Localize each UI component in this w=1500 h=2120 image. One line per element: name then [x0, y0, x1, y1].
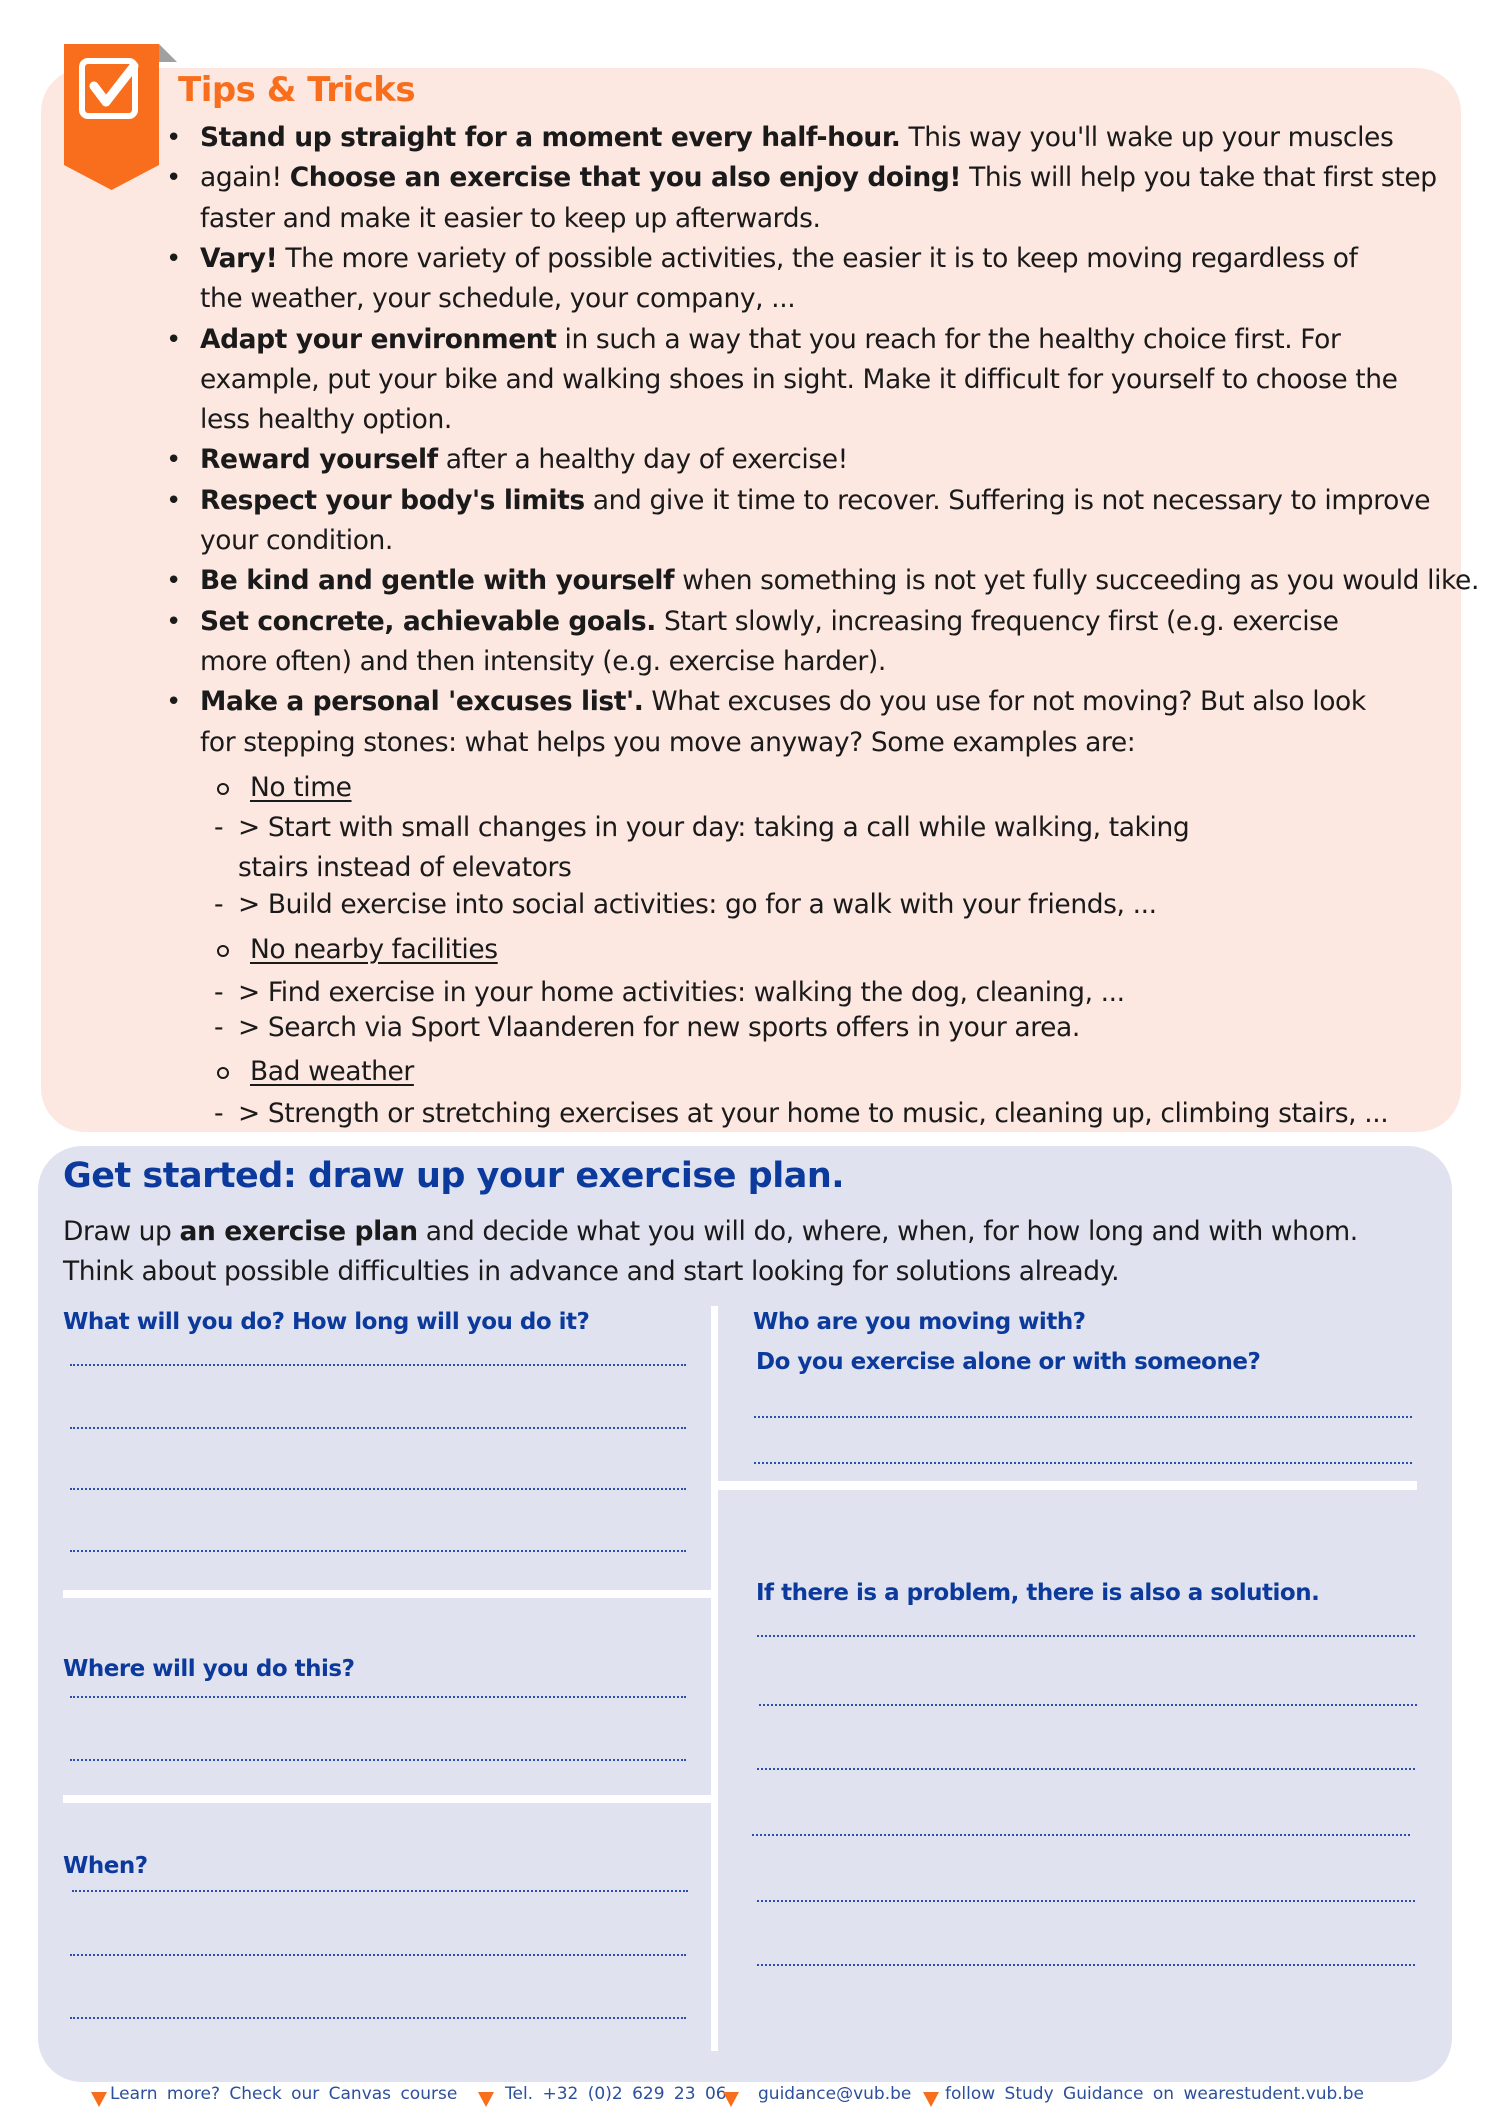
orange-triangle-icon [91, 2092, 107, 2107]
tip-line [200, 561, 1479, 601]
tip-text: again! [200, 162, 290, 194]
tips-title: Tips & Tricks [178, 70, 416, 110]
answer-line-when-2[interactable] [70, 1954, 686, 1956]
tip-text: Start slowly, increasing frequency first (e.g. exercise [655, 605, 1339, 637]
page-fold-icon [159, 44, 179, 64]
tip-line [200, 279, 795, 319]
dash-bullet-icon: - [214, 889, 224, 920]
orange-triangle-icon [723, 2092, 739, 2107]
tip-text: for stepping stones: what helps you move anyway? Some examples are: [200, 726, 1136, 758]
excuse-solution: > Search via Sport Vlaanderen for new sports offers in your area. [238, 1012, 1080, 1043]
tip-line [200, 521, 393, 561]
tip-line [200, 400, 452, 440]
plan-title: Get started: draw up your exercise plan. [63, 1156, 845, 1196]
question-what: What will you do? How long will you do it? [63, 1309, 590, 1335]
circle-bullet-icon [217, 783, 229, 795]
answer-line-problem-3[interactable] [757, 1768, 1415, 1770]
orange-triangle-icon [478, 2092, 494, 2107]
tip-line [200, 360, 1398, 400]
tip-line [200, 723, 1135, 763]
row-divider [63, 1795, 711, 1803]
tip-text: when something is not yet fully succeeding as you would like. [674, 565, 1479, 597]
intro-text: and decide what you will do, where, when, for how long and with whom. [417, 1216, 1358, 1247]
tip-text: in such a way that you reach for the healthy choice first. For [556, 323, 1341, 355]
answer-line-when-1[interactable] [72, 1890, 688, 1892]
answer-line-problem-5[interactable] [757, 1900, 1415, 1902]
answer-line-what-1[interactable] [70, 1364, 686, 1366]
tip-text: more often) and then intensity (e.g. exercise harder). [200, 645, 886, 677]
answer-line-what-2[interactable] [70, 1427, 686, 1429]
tip-line [200, 239, 1358, 279]
answer-line-where-1[interactable] [70, 1696, 686, 1698]
dash-bullet-icon: - [214, 1012, 224, 1043]
dash-bullet-icon: - [214, 977, 224, 1008]
tip-bold-text: Set concrete, achievable goals. [200, 605, 656, 637]
bullet-icon: • [166, 485, 182, 516]
intro-bold-text: an exercise plan [179, 1216, 418, 1247]
answer-line-problem-6[interactable] [757, 1964, 1415, 1966]
answer-line-where-2[interactable] [70, 1759, 686, 1761]
circle-bullet-icon [217, 1067, 229, 1079]
excuse-label: No time [250, 772, 352, 803]
bullet-icon: • [166, 123, 182, 153]
tip-text: after a healthy day of exercise! [437, 444, 848, 476]
tip-text: and give it time to recover. Suffering is not necessary to improve [584, 484, 1431, 516]
excuse-solution-continued: stairs instead of elevators [238, 852, 572, 883]
tip-bold-text: Be kind and gentle with yourself [200, 565, 675, 597]
row-divider [718, 1481, 1417, 1490]
excuse-label: No nearby facilities [250, 934, 498, 965]
bullet-icon: • [166, 687, 182, 718]
excuse-solution: > Start with small changes in your day: taking a call while walking, taking [238, 812, 1190, 843]
tip-line [200, 481, 1430, 521]
bullet-icon: • [166, 566, 182, 597]
footer-website-link[interactable]: follow Study Guidance on wearestudent.vub.be [945, 2084, 1364, 2104]
footer-phone[interactable]: Tel. +32 (0)2 629 23 06 [505, 2084, 727, 2104]
dash-bullet-icon: - [214, 812, 224, 843]
tip-line [200, 440, 848, 480]
bullet-icon: • [166, 163, 182, 194]
tip-bold-text: Choose an exercise that you also enjoy doing! [289, 162, 962, 194]
answer-line-when-3[interactable] [70, 2017, 686, 2019]
intro-text: Draw up [63, 1216, 180, 1247]
answer-line-problem-4[interactable] [752, 1834, 1410, 1836]
tip-bold-text: Adapt your environment [200, 323, 557, 355]
orange-triangle-icon [923, 2092, 939, 2107]
tip-line [200, 682, 1366, 722]
answer-line-who-1[interactable] [754, 1416, 1412, 1418]
tip-line [200, 602, 1339, 642]
tip-text: What excuses do you use for not moving? But also look [643, 686, 1366, 718]
question-when: When? [63, 1853, 148, 1879]
tip-text: your condition. [200, 525, 393, 556]
tip-bold-text: Stand up straight for a moment every half-hour. [200, 122, 901, 153]
tip-text: This will help you take that first step [961, 162, 1437, 194]
answer-line-problem-2[interactable] [759, 1704, 1417, 1706]
answer-line-what-3[interactable] [70, 1488, 686, 1490]
tip-text: faster and make it easier to keep up afterwards. [200, 202, 821, 234]
tip-text: example, put your bike and walking shoes in sight. Make it difficult for yourself to choose the [200, 363, 1398, 395]
answer-line-who-2[interactable] [754, 1462, 1412, 1464]
excuse-solution: > Strength or stretching exercises at your home to music, cleaning up, climbing stairs, ... [238, 1098, 1389, 1129]
excuse-solution: > Find exercise in your home activities: walking the dog, cleaning, ... [238, 977, 1125, 1008]
footer-canvas-link[interactable]: Learn more? Check our Canvas course [110, 2084, 458, 2104]
answer-line-problem-1[interactable] [757, 1635, 1415, 1637]
column-divider [711, 1306, 718, 2051]
tip-text: This way you'll wake up your muscles [900, 122, 1394, 153]
footer-email-link[interactable]: guidance@vub.be [758, 2084, 912, 2104]
tip-text: less healthy option. [200, 404, 452, 436]
tip-text: The more variety of possible activities, the easier it is to keep moving regardless of [277, 242, 1358, 274]
tip-line [200, 158, 1437, 198]
bullet-icon: • [166, 606, 182, 637]
tip-bold-text: Respect your body's limits [200, 484, 585, 516]
bullet-icon: • [166, 243, 182, 274]
tip-bold-text: Vary! [200, 242, 278, 274]
question-where: Where will you do this? [63, 1656, 355, 1682]
dash-bullet-icon: - [214, 1098, 224, 1129]
checkbox-checked-icon [64, 44, 159, 190]
tip-bold-text: Make a personal 'excuses list'. [200, 686, 644, 718]
tip-line [200, 642, 886, 682]
answer-line-what-4[interactable] [70, 1550, 686, 1552]
plan-intro-line-1 [63, 1212, 1358, 1252]
circle-bullet-icon [217, 945, 229, 957]
row-divider [63, 1590, 711, 1598]
tip-line [200, 118, 1393, 158]
tip-line [200, 320, 1340, 360]
tip-line [200, 199, 821, 239]
tip-text: the weather, your schedule, your company, ... [200, 283, 796, 315]
plan-intro-line-2: Think about possible difficulties in advance and start looking for solutions already. [63, 1256, 1120, 1287]
bullet-icon: • [166, 324, 182, 355]
excuse-solution: > Build exercise into social activities: go for a walk with your friends, ... [238, 889, 1157, 920]
excuse-label: Bad weather [250, 1056, 414, 1087]
bullet-icon: • [166, 445, 182, 476]
question-who-sub: Do you exercise alone or with someone? [756, 1349, 1261, 1375]
question-who: Who are you moving with? [753, 1309, 1086, 1335]
question-problem: If there is a problem, there is also a solution. [756, 1580, 1320, 1606]
tip-bold-text: Reward yourself [200, 444, 438, 476]
